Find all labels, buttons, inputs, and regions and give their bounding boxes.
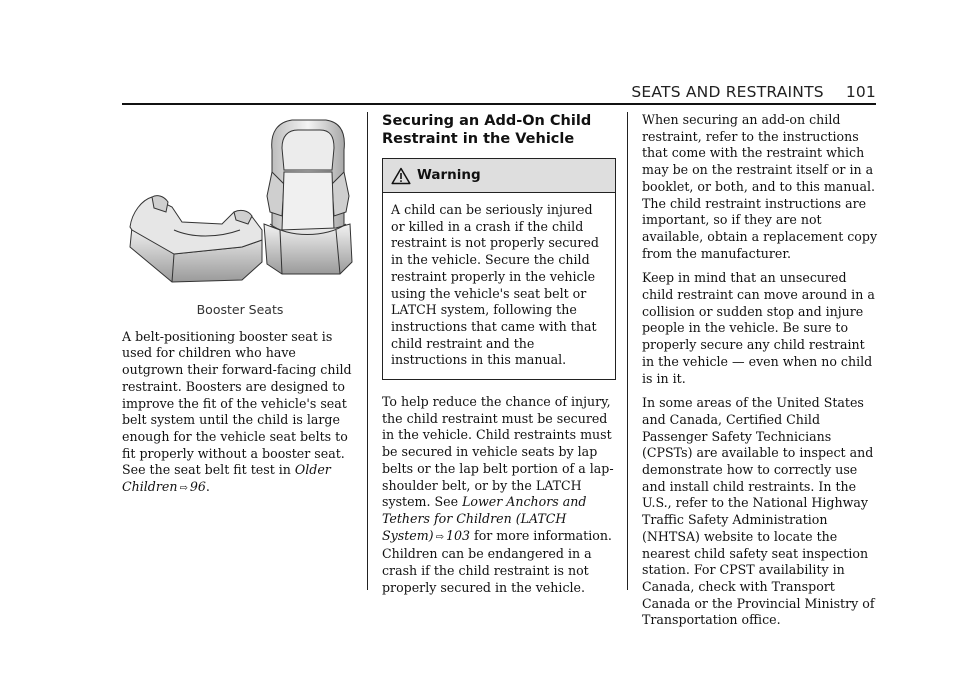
- page-number: 101: [845, 83, 876, 101]
- header-rule: [122, 103, 876, 105]
- cpst-paragraph: In some areas of the United States and Canada, Certified Child Passenger Safety Technicians (CPSTs) are available to inspect and demonstrate how to correctly use and install child restraints. In the U.S., refer to the National Highway Traffic Safety Administration (NHTSA) website to locate the nearest child safety seat inspection station. For CPST availability in Canada, check with Transport Canada or the Provincial Ministry of Transportation office.: [642, 395, 875, 628]
- warning-box: [382, 158, 616, 380]
- column-divider-2: [627, 112, 628, 590]
- instructions-paragraph: When securing an add-on child restraint, refer to the instructions that come with the restraint which may be on the restraint itself or in a booklet, or both, and to this manual. The child restraint instructions are important, so if they are not available, obtain a replacement copy from the manufacturer.: [642, 112, 878, 261]
- warning-label: Warning: [417, 167, 481, 184]
- column-3: [642, 112, 878, 637]
- backless-booster-seat: [130, 196, 262, 282]
- column-1: [122, 112, 358, 506]
- unsecured-restraint-paragraph: Keep in mind that an unsecured child restraint can move around in a collision or sudden stop and injure people in the vehicle. Be sure to properly secure any child restraint in the vehicle — even when no child is in it.: [642, 270, 875, 386]
- booster-seats-illustration: [122, 112, 358, 288]
- booster-seats-figure: [122, 112, 358, 288]
- securing-paragraph: To help reduce the chance of injury, the child restraint must be secured in the vehicle. Child restraints must be secured in vehicle seats by lap belts or the lap belt portion of a lap-shoulder belt, or by the LATCH system. See Lower Anchors and Tethers for Children (LATCH System) ⇨ 103 for more information. Children can be endangered in a crash if the child restraint is not properly secured in the vehicle.: [382, 394, 614, 595]
- warning-text: A child can be seriously injured or killed in a crash if the child restraint is not properly secured in the vehicle. Secure the child restraint properly in the vehicle using the vehicle's seat belt or LATCH system, following the instructions that came with that child restraint and the instructions in this manual.: [391, 202, 599, 368]
- column-divider-1: [367, 112, 368, 590]
- latch-system-link[interactable]: Lower Anchors and Tethers for Children (LATCH System) ⇨ 103: [382, 494, 587, 543]
- section-title: SEATS AND RESTRAINTS: [631, 83, 824, 101]
- warning-header: [383, 159, 615, 193]
- page-header: [0, 83, 876, 101]
- warning-body: [383, 193, 615, 379]
- figure-caption: Booster Seats: [196, 302, 284, 317]
- page-ref-arrow-icon: ⇨: [435, 531, 444, 543]
- booster-paragraph: A belt-positioning booster seat is used for children who have outgrown their forward-facing child restraint. Boosters are designed to improve the fit of the vehicle's seat belt system until the child is large enough for the vehicle seat belts to fit properly without a booster seat. See the seat belt fit test in Older Children ⇨ 96.: [122, 328, 352, 495]
- warning-triangle-icon: [391, 167, 411, 185]
- high-back-booster-seat: [264, 120, 352, 274]
- column-2: [382, 112, 616, 604]
- older-children-link[interactable]: Older Children ⇨ 96: [122, 462, 331, 495]
- section-heading: Securing an Add-On Child Restraint in the Vehicle: [382, 113, 592, 147]
- page-ref-arrow-icon: ⇨: [179, 483, 188, 495]
